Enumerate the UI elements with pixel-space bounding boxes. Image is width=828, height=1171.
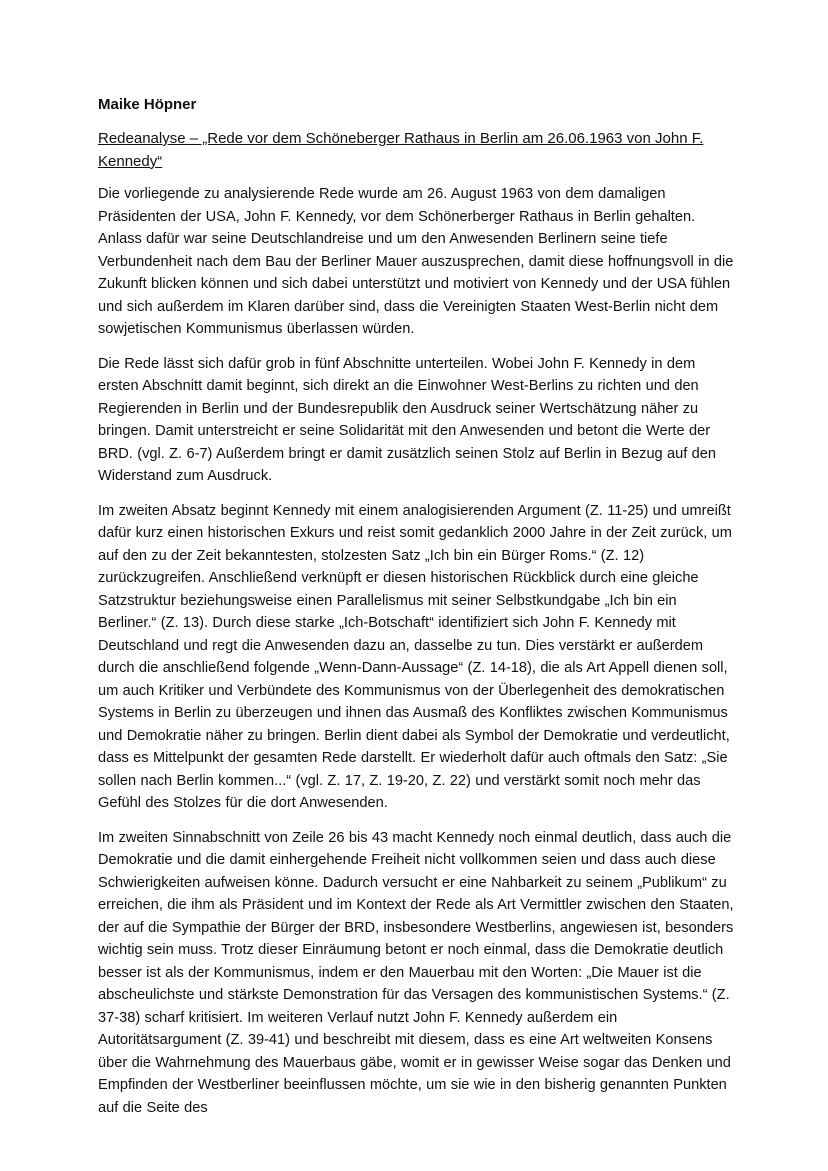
paragraph-2: Die Rede lässt sich dafür grob in fünf Abschnitte unterteilen. Wobei John F. Kennedy in dem ersten Abschnitt damit beginnt, sich direkt an die Einwohner West-Berlins zu richten und den Regierenden in Berlin und der Bundesrepublik den Ausdruck seiner Wertschätzung näher zu bringen. Damit unterstreicht er seine Solidarität mit den Anwesenden und betont die Werte der BRD. (vgl. Z. 6-7) Außerdem bringt er damit zusätzlich seinen Stolz auf Berlin in Bezug auf den Widerstand zum Ausdruck. bbox=[98, 355, 717, 484]
document-page bbox=[98, 94, 738, 1119]
paragraph-3: Im zweiten Absatz beginnt Kennedy mit einem analogisierenden Argument (Z. 11-25) und umreißt dafür kurz einen historischen Exkurs und reist somit gedanklich 2000 Jahre in der Zeit zurück, um auf den zu der Zeit bekanntesten, stolzesten Satz „Ich bin ein Bürger Roms.“ (Z. 12) zurückzugreifen. Anschließend verknüpft er diesen historischen Rückblick durch eine gleiche Satzstruktur beziehungsweise einen Parallelismus mit seiner Selbstkundgabe „Ich bin ein Berliner.“ (Z. 13). Durch diese starke „Ich-Botschaft“ identifiziert sich John F. Kennedy mit Deutschland und regt die Anwesenden dazu an, dasselbe zu tun. Dies verstärkt er außerdem durch die anschließend folgende „Wenn-Dann-Aussage“ (Z. 14-18), die als Art Appell dienen soll, um auch Kritiker und Verbündete des Kommunismus von der Überlegenheit des demokratischen Systems in Berlin zu überzeugen und ihnen das Ausmaß des Konfliktes zwischen Kommunismus und Demokratie näher zu bringen. Berlin dient dabei als Symbol der Demokratie und verdeutlicht, dass es Mittelpunkt der gesamten Rede darstellt. Er wiederholt dafür auch oftmals den Satz: „Sie sollen nach Berlin kommen...“ (vgl. Z. 17, Z. 19-20, Z. 22) und verstärkt somit noch mehr das Gefühl des Stolzes für die dort Anwesenden. bbox=[98, 502, 732, 811]
document-title: Redeanalyse – „Rede vor dem Schöneberger Rathaus in Berlin am 26.06.1963 von John F. Kennedy“ bbox=[98, 130, 704, 170]
paragraph-1: Die vorliegende zu analysierende Rede wurde am 26. August 1963 von dem damaligen Präsidenten der USA, John F. Kennedy, vor dem Schönerberger Rathaus in Berlin gehalten. Anlass dafür war seine Deutschlandreise und um den Anwesenden Berlinern seine tiefe Verbundenheit nach dem Bau der Berliner Mauer auszusprechen, damit diese hoffnungsvoll in die Zukunft blicken können und sich dabei unterstützt und motiviert von Kennedy und der USA fühlen und sich außerdem im Klaren darüber sind, dass die Vereinigten Staaten West-Berlin nicht dem sowjetischen Kommunismus überlassen würden. bbox=[98, 186, 734, 337]
paragraph-4: Im zweiten Sinnabschnitt von Zeile 26 bis 43 macht Kennedy noch einmal deutlich, dass auch die Demokratie und die damit einhergehende Freiheit nicht vollkommen seien und dass auch diese Schwierigkeiten aufweisen könne. Dadurch versucht er eine Nahbarkeit zu seinem „Publikum“ zu erreichen, die ihm als Präsident und im Kontext der Rede als Art Vermittler zwischen den Staaten, der auf die Sympathie der Bürger der BRD, insbesondere Westberlins, angewiesen ist, besonders wichtig sein muss. Trotz dieser Einräumung betont er noch einmal, dass die Demokratie deutlich besser ist als der Kommunismus, indem er den Mauerbau mit den Worten: „Die Mauer ist die abscheulichste und stärkste Demonstration für das Versagen des kommunistischen Systems.“ (Z. 37-38) scharf kritisiert. Im weiteren Verlauf nutzt John F. Kennedy außerdem ein Autoritätsargument (Z. 39-41) und beschreibt mit diesem, dass es eine Art weltweiten Konsens über die Wahrnehmung des Mauerbaus gäbe, womit er in gewisser Weise sogar das Denken und Empfinden der Westberliner beeinflussen möchte, um sie wie in den bisherig genannten Punkten auf die Seite des bbox=[98, 829, 734, 1116]
author-name: Maike Höpner bbox=[98, 96, 197, 113]
